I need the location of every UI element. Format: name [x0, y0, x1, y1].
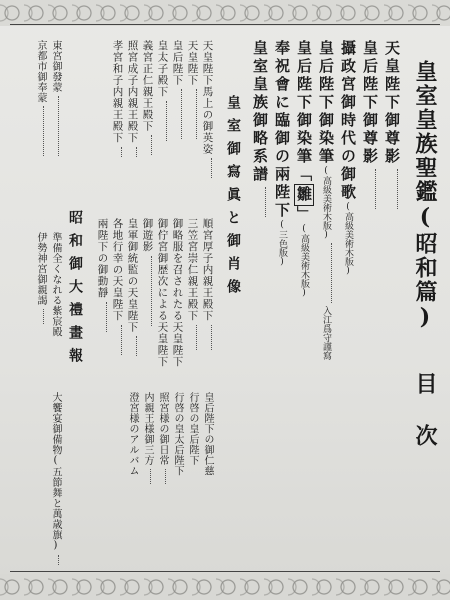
toc-item: 皇后陛下の御仁慈 [202, 392, 213, 476]
toc-item: 伊勢神宮御親謁 [35, 232, 45, 327]
toc-item: 皇軍御統監の天皇陛下 [127, 218, 138, 359]
toc-item: 行啓の皇太后陛下 [172, 392, 183, 476]
toc-item: 皇室皇族御略系譜 [252, 40, 267, 220]
toc-item: 天皇陛下御尊影 [384, 40, 399, 212]
toc-item: 天皇陛下 [187, 40, 198, 142]
toc-item: 皇后陛下 [172, 40, 183, 142]
toc-item: 京都市御奉蒙 [35, 40, 45, 159]
toc-item: 照宮様の御日常 [157, 392, 167, 487]
toc-item: 皇太子殿下 [157, 40, 168, 144]
toc-item: 御佇宮御歴次による天皇陛下 [156, 218, 169, 368]
title-main: 皇室皇族聖鑑 [412, 60, 438, 204]
toc-item: 御遊影 [142, 218, 153, 329]
toc-item: 準備全くなれる紫宸殿 [50, 232, 61, 337]
toc-item: 順宮厚子内親王殿下 [202, 218, 213, 353]
toc-item: 兩陛下の御動靜 [97, 218, 108, 335]
toc-item: 照宮成子内親王殿下 [127, 40, 138, 160]
toc-item: 皇后陛下御尊影 [362, 40, 377, 212]
toc-item: 大饗宴御備物(五節舞と萬歳旗) [50, 392, 60, 568]
section-heading-photos: 皇室御寫眞と御肖像 [225, 95, 241, 302]
decorative-border-top [0, 0, 450, 26]
toc-item: 内親王様御三方 [142, 392, 152, 487]
toc-item: 孝宮和子内親王殿下 [112, 40, 123, 160]
decorative-border-bottom [0, 574, 450, 600]
toc-item: 奉祝會に臨御の兩陛下(三色版) [273, 40, 291, 267]
top-rule [10, 24, 440, 25]
page-title [414, 60, 436, 448]
toc-item: 天皇陛下馬上の御英姿 [202, 40, 213, 181]
title-sub: (昭和篇) [412, 204, 438, 332]
bottom-rule [10, 571, 440, 572]
toc-item: 東宮御發蒙 [50, 40, 60, 159]
toc-item: 行啓の皇后陛下 [187, 392, 198, 466]
title-toc: 目 次 [412, 372, 438, 448]
section-heading-rites: 昭和御大禮畫報 [67, 210, 83, 371]
toc-item: 攝政宮御時代の御歌(高級美術木版) [339, 40, 357, 276]
toc-item: 皇后陛下御染筆(高級美術木版)入江爲守謹寫 [317, 40, 335, 360]
toc-item: 各地行幸の天皇陛下 [112, 218, 123, 358]
toc-item: 皇后陛下御染筆「雛」(高級美術木版) [295, 40, 313, 298]
toc-item: 澄宮様のアルバム [127, 392, 138, 476]
toc-item: 御略服を召されたる天皇陛下 [171, 218, 184, 368]
toc-item: 義宮正仁親王殿下 [142, 40, 153, 158]
toc-item: 三笠宮崇仁親王殿下 [187, 218, 198, 353]
